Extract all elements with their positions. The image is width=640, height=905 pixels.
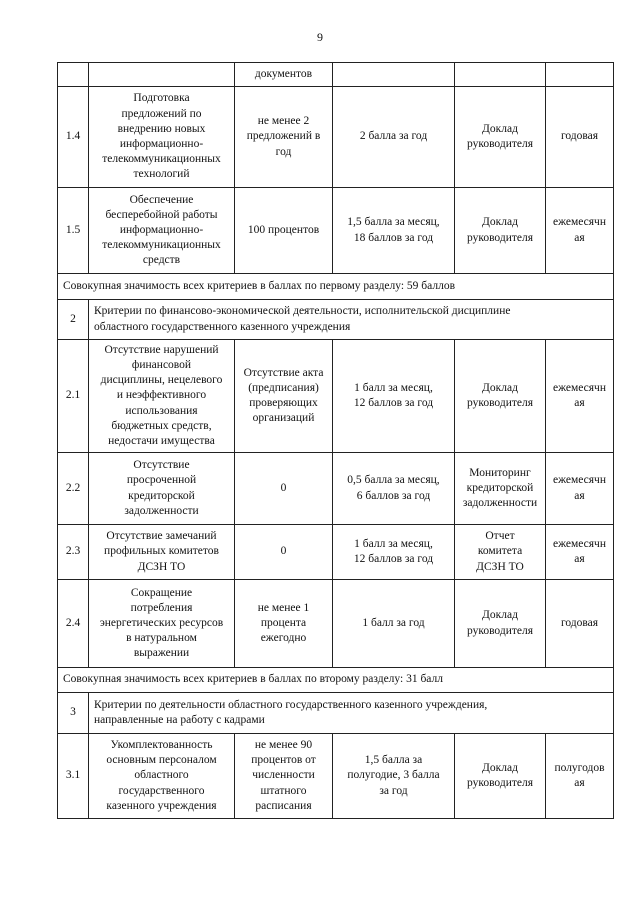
table-row — [58, 580, 614, 668]
target-cell: 0 — [235, 453, 333, 525]
name-cell: Отсутствие замечаний профильных комитетов ДСЗН ТО — [89, 525, 235, 580]
num-cell: 2.3 — [58, 525, 89, 580]
section-number: 3 — [58, 693, 89, 734]
target-cell: не менее 90 процентов от численности штатного расписания — [235, 734, 333, 819]
num-cell: 2.2 — [58, 453, 89, 525]
section-header-row — [58, 300, 614, 340]
name-cell: Обеспечение бесперебойной работы информационно- телекоммуникационных средств — [89, 188, 235, 274]
criteria-table — [57, 62, 614, 819]
table-row — [58, 734, 614, 819]
num-cell: 1.4 — [58, 87, 89, 188]
name-cell: Отсутствие просроченной кредиторской задолженности — [89, 453, 235, 525]
table-row — [58, 525, 614, 580]
target-cell: не менее 2 предложений в год — [235, 87, 333, 188]
period-cell: полугодов ая — [546, 734, 614, 819]
period-cell: ежемесячн ая — [546, 453, 614, 525]
score-cell: 2 балла за год — [333, 87, 455, 188]
page-number: 9 — [317, 30, 323, 44]
name-cell: Отсутствие нарушений финансовой дисциплины, нецелевого и неэффективного использования бюджетных средств, недостачи имущества — [89, 340, 235, 453]
score-cell: 1,5 балла за полугодие, 3 балла за год — [333, 734, 455, 819]
source-cell — [455, 63, 546, 87]
score-cell: 1 балл за месяц, 12 баллов за год — [333, 340, 455, 453]
score-cell: 1 балл за год — [333, 580, 455, 668]
table-row — [58, 340, 614, 453]
score-cell — [333, 63, 455, 87]
num-cell — [58, 63, 89, 87]
section-header-row — [58, 693, 614, 734]
period-cell — [546, 63, 614, 87]
section-number: 2 — [58, 300, 89, 340]
num-cell: 1.5 — [58, 188, 89, 274]
num-cell: 2.4 — [58, 580, 89, 668]
num-cell: 2.1 — [58, 340, 89, 453]
period-cell: ежемесячн ая — [546, 525, 614, 580]
source-cell: Доклад руководителя — [455, 734, 546, 819]
target-cell: документов — [235, 63, 333, 87]
table-row — [58, 453, 614, 525]
summary-row — [58, 274, 614, 300]
source-cell: Доклад руководителя — [455, 188, 546, 274]
name-cell: Укомплектованность основным персоналом областного государственного казенного учреждения — [89, 734, 235, 819]
period-cell: ежемесячн ая — [546, 188, 614, 274]
score-cell: 1,5 балла за месяц, 18 баллов за год — [333, 188, 455, 274]
target-cell: 0 — [235, 525, 333, 580]
summary-section-1: Совокупная значимость всех критериев в баллах по первому разделу: 59 баллов — [58, 274, 614, 300]
table-row — [58, 63, 614, 87]
name-cell: Подготовка предложений по внедрению новых информационно- телекоммуникационных технологий — [89, 87, 235, 188]
period-cell: годовая — [546, 87, 614, 188]
period-cell: ежемесячн ая — [546, 340, 614, 453]
source-cell: Отчет комитета ДСЗН ТО — [455, 525, 546, 580]
source-cell: Мониторинг кредиторской задолженности — [455, 453, 546, 525]
num-cell: 3.1 — [58, 734, 89, 819]
summary-row — [58, 668, 614, 693]
source-cell: Доклад руководителя — [455, 87, 546, 188]
name-cell — [89, 63, 235, 87]
summary-section-2: Совокупная значимость всех критериев в баллах по второму разделу: 31 балл — [58, 668, 614, 693]
target-cell: не менее 1 процента ежегодно — [235, 580, 333, 668]
source-cell: Доклад руководителя — [455, 580, 546, 668]
section-title: Критерии по финансово-экономической деятельности, исполнительской дисциплине областного государственного казенного учреждения — [89, 300, 614, 340]
name-cell: Сокращение потребления энергетических ресурсов в натуральном выражении — [89, 580, 235, 668]
table-row — [58, 87, 614, 188]
period-cell: годовая — [546, 580, 614, 668]
table-row — [58, 188, 614, 274]
source-cell: Доклад руководителя — [455, 340, 546, 453]
section-title: Критерии по деятельности областного государственного казенного учреждения, направленные на работу с кадрами — [89, 693, 614, 734]
score-cell: 1 балл за месяц, 12 баллов за год — [333, 525, 455, 580]
target-cell: Отсутствие акта (предписания) проверяющих организаций — [235, 340, 333, 453]
score-cell: 0,5 балла за месяц, 6 баллов за год — [333, 453, 455, 525]
target-cell: 100 процентов — [235, 188, 333, 274]
